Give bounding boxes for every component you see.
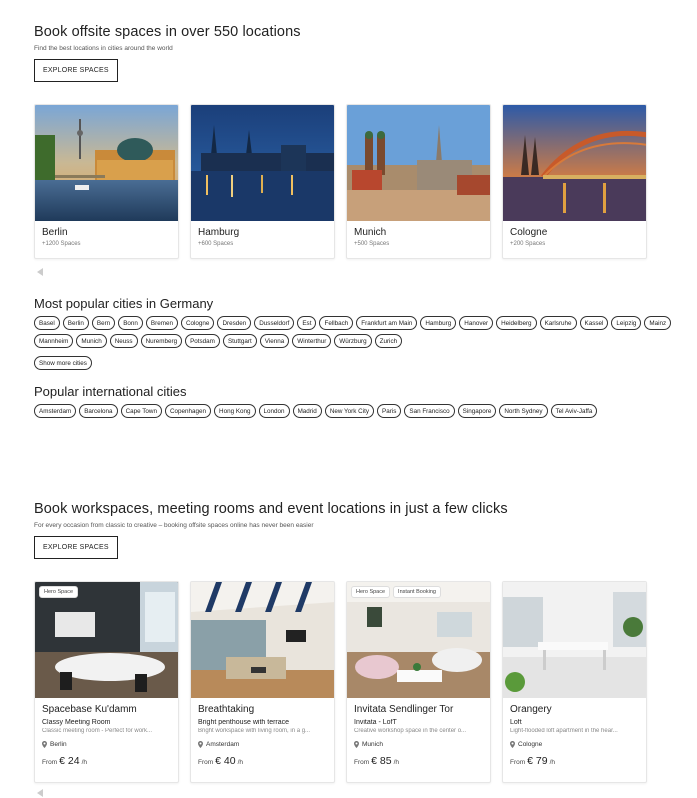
international-section bbox=[34, 384, 697, 418]
price-unit: /h bbox=[81, 759, 88, 766]
location-city: Cologne bbox=[518, 741, 543, 748]
city-chip-paris[interactable]: Paris bbox=[377, 404, 401, 418]
carousel-prev-arrow-icon[interactable] bbox=[37, 268, 43, 276]
city-chip-singapore[interactable]: Singapore bbox=[458, 404, 497, 418]
city-chip-berlin[interactable]: Berlin bbox=[63, 316, 89, 330]
city-card-hamburg[interactable] bbox=[190, 104, 335, 259]
price-unit: /h bbox=[393, 759, 400, 766]
price bbox=[354, 755, 483, 767]
location-pin-icon bbox=[198, 741, 203, 748]
workspace-image bbox=[503, 582, 646, 698]
international-city-chips bbox=[34, 404, 694, 418]
workspace-name: Orangery bbox=[510, 704, 552, 715]
city-name: Berlin bbox=[42, 227, 68, 238]
city-chip-dresden[interactable]: Dresden bbox=[217, 316, 251, 330]
city-chip-neuss[interactable]: Neuss bbox=[110, 334, 138, 348]
workspace-name: Invitata Sendlinger Tor bbox=[354, 704, 454, 715]
price-prefix: From bbox=[354, 759, 370, 766]
price bbox=[198, 755, 327, 767]
location-pin-icon bbox=[510, 741, 515, 748]
workspace-image bbox=[191, 582, 334, 698]
city-chip-bonn[interactable]: Bonn bbox=[118, 316, 143, 330]
germany-city-chips bbox=[34, 316, 694, 348]
price-prefix: From bbox=[510, 759, 526, 766]
price-amount: € 24 bbox=[59, 755, 80, 767]
city-card-cologne[interactable] bbox=[502, 104, 647, 259]
city-chip-hanover[interactable]: Hanover bbox=[459, 316, 493, 330]
explore-spaces-button[interactable]: EXPLORE SPACES bbox=[34, 59, 118, 82]
location bbox=[42, 741, 171, 748]
location-pin-icon bbox=[42, 741, 47, 748]
hero-space-badge: Hero Space bbox=[351, 586, 390, 598]
room-description: Creative workshop space in the center o... bbox=[354, 728, 467, 734]
city-count: +600 Spaces bbox=[198, 241, 234, 247]
germany-title: Most popular cities in Germany bbox=[34, 296, 214, 311]
city-chip-karlsruhe[interactable]: Karlsruhe bbox=[540, 316, 577, 330]
location bbox=[198, 741, 327, 748]
international-title: Popular international cities bbox=[34, 384, 187, 399]
berlin-image bbox=[35, 105, 178, 221]
city-chip-london[interactable]: London bbox=[259, 404, 290, 418]
city-chip-madrid[interactable]: Madrid bbox=[293, 404, 322, 418]
city-count: +1200 Spaces bbox=[42, 241, 81, 247]
city-chip-zurich[interactable]: Zurich bbox=[375, 334, 403, 348]
hamburg-image bbox=[191, 105, 334, 221]
city-chip-munich[interactable]: Munich bbox=[76, 334, 106, 348]
city-chip-bern[interactable]: Bern bbox=[92, 316, 115, 330]
city-chip-potsdam[interactable]: Potsdam bbox=[185, 334, 220, 348]
city-chip-est[interactable]: Est bbox=[297, 316, 316, 330]
city-chip-nuremberg[interactable]: Nuremberg bbox=[141, 334, 183, 348]
workspaces-subtitle: For every occasion from classic to creative – booking offsite spaces online has never been easier bbox=[34, 522, 314, 529]
workspace-card[interactable] bbox=[346, 581, 491, 783]
offsite-section bbox=[34, 24, 697, 82]
city-chip-leipzig[interactable]: Leipzig bbox=[611, 316, 641, 330]
city-chip-fellbach[interactable]: Fellbach bbox=[319, 316, 353, 330]
location-pin-icon bbox=[354, 741, 359, 748]
city-count: +200 Spaces bbox=[510, 241, 546, 247]
city-chip-mainz[interactable]: Mainz bbox=[644, 316, 671, 330]
workspace-card[interactable] bbox=[190, 581, 335, 783]
city-chip-w-rzburg[interactable]: Würzburg bbox=[334, 334, 371, 348]
location-city: Amsterdam bbox=[206, 741, 240, 748]
price-amount: € 40 bbox=[215, 755, 236, 767]
location-city: Berlin bbox=[50, 741, 67, 748]
city-chip-bremen[interactable]: Bremen bbox=[146, 316, 178, 330]
city-chip-copenhagen[interactable]: Copenhagen bbox=[165, 404, 211, 418]
workspaces-title: Book workspaces, meeting rooms and event locations in just a few clicks bbox=[34, 501, 508, 517]
city-chip-tel-aviv-jaffa[interactable]: Tel Aviv-Jaffa bbox=[551, 404, 598, 418]
price-prefix: From bbox=[42, 759, 58, 766]
city-chip-cologne[interactable]: Cologne bbox=[181, 316, 214, 330]
badges bbox=[39, 586, 78, 598]
room-name: Classy Meeting Room bbox=[42, 719, 111, 726]
workspace-name: Spacebase Ku'damm bbox=[42, 704, 137, 715]
location bbox=[354, 741, 483, 748]
hero-space-badge: Hero Space bbox=[39, 586, 78, 598]
offsite-title: Book offsite spaces in over 550 locations bbox=[34, 24, 301, 40]
room-name: Loft bbox=[510, 719, 522, 726]
munich-image bbox=[347, 105, 490, 221]
workspaces-section bbox=[34, 501, 697, 559]
city-chip-dusseldorf[interactable]: Dusseldorf bbox=[254, 316, 294, 330]
room-description: Light-flooded loft apartment in the hear... bbox=[510, 728, 618, 734]
germany-section bbox=[34, 296, 697, 370]
room-name: Bright penthouse with terrace bbox=[198, 719, 290, 726]
price-prefix: From bbox=[198, 759, 214, 766]
location bbox=[510, 741, 639, 748]
city-name: Munich bbox=[354, 227, 387, 238]
workspace-name: Breathtaking bbox=[198, 704, 255, 715]
city-chip-mannheim[interactable]: Mannheim bbox=[34, 334, 73, 348]
workspace-card[interactable] bbox=[502, 581, 647, 783]
show-more-cities-button[interactable]: Show more cities bbox=[34, 356, 92, 370]
instant-booking-badge: Instant Booking bbox=[393, 586, 441, 598]
city-name: Hamburg bbox=[198, 227, 240, 238]
room-description: Bright workspace with living room, in a g... bbox=[198, 728, 311, 734]
city-chip-frankfurt-am-main[interactable]: Frankfurt am Main bbox=[356, 316, 417, 330]
city-chip-stuttgart[interactable]: Stuttgart bbox=[223, 334, 257, 348]
workspace-image bbox=[35, 582, 178, 698]
price-unit: /h bbox=[549, 759, 556, 766]
city-chip-hong-kong[interactable]: Hong Kong bbox=[214, 404, 256, 418]
city-chip-cape-town[interactable]: Cape Town bbox=[121, 404, 162, 418]
workspace-image bbox=[347, 582, 490, 698]
city-chip-san-francisco[interactable]: San Francisco bbox=[404, 404, 454, 418]
workspace-card[interactable] bbox=[34, 581, 179, 783]
city-chip-kassel[interactable]: Kassel bbox=[580, 316, 609, 330]
workspace-cards bbox=[34, 581, 647, 783]
explore-spaces-button-2[interactable]: EXPLORE SPACES bbox=[34, 536, 118, 559]
city-chip-vienna[interactable]: Vienna bbox=[260, 334, 290, 348]
city-cards bbox=[34, 104, 647, 259]
city-card-berlin[interactable] bbox=[34, 104, 179, 259]
city-count: +500 Spaces bbox=[354, 241, 390, 247]
city-chip-hamburg[interactable]: Hamburg bbox=[420, 316, 456, 330]
room-name: Invitata - LofT bbox=[354, 719, 397, 726]
city-chip-amsterdam[interactable]: Amsterdam bbox=[34, 404, 76, 418]
city-chip-heidelberg[interactable]: Heidelberg bbox=[496, 316, 536, 330]
city-chip-basel[interactable]: Basel bbox=[34, 316, 60, 330]
price-amount: € 85 bbox=[371, 755, 392, 767]
carousel-prev-arrow-icon-2[interactable] bbox=[37, 789, 43, 797]
price-unit: /h bbox=[237, 759, 244, 766]
room-description: Classic meeting room - Perfect for work... bbox=[42, 728, 153, 734]
city-chip-north-sydney[interactable]: North Sydney bbox=[499, 404, 547, 418]
price bbox=[42, 755, 171, 767]
price-amount: € 79 bbox=[527, 755, 548, 767]
city-chip-winterthur[interactable]: Winterthur bbox=[292, 334, 331, 348]
badges bbox=[351, 586, 441, 598]
city-name: Cologne bbox=[510, 227, 548, 238]
location-city: Munich bbox=[362, 741, 383, 748]
city-chip-new-york-city[interactable]: New York City bbox=[325, 404, 374, 418]
city-chip-barcelona[interactable]: Barcelona bbox=[79, 404, 117, 418]
offsite-subtitle: Find the best locations in cities around the world bbox=[34, 45, 173, 52]
city-card-munich[interactable] bbox=[346, 104, 491, 259]
price bbox=[510, 755, 639, 767]
cologne-image bbox=[503, 105, 646, 221]
